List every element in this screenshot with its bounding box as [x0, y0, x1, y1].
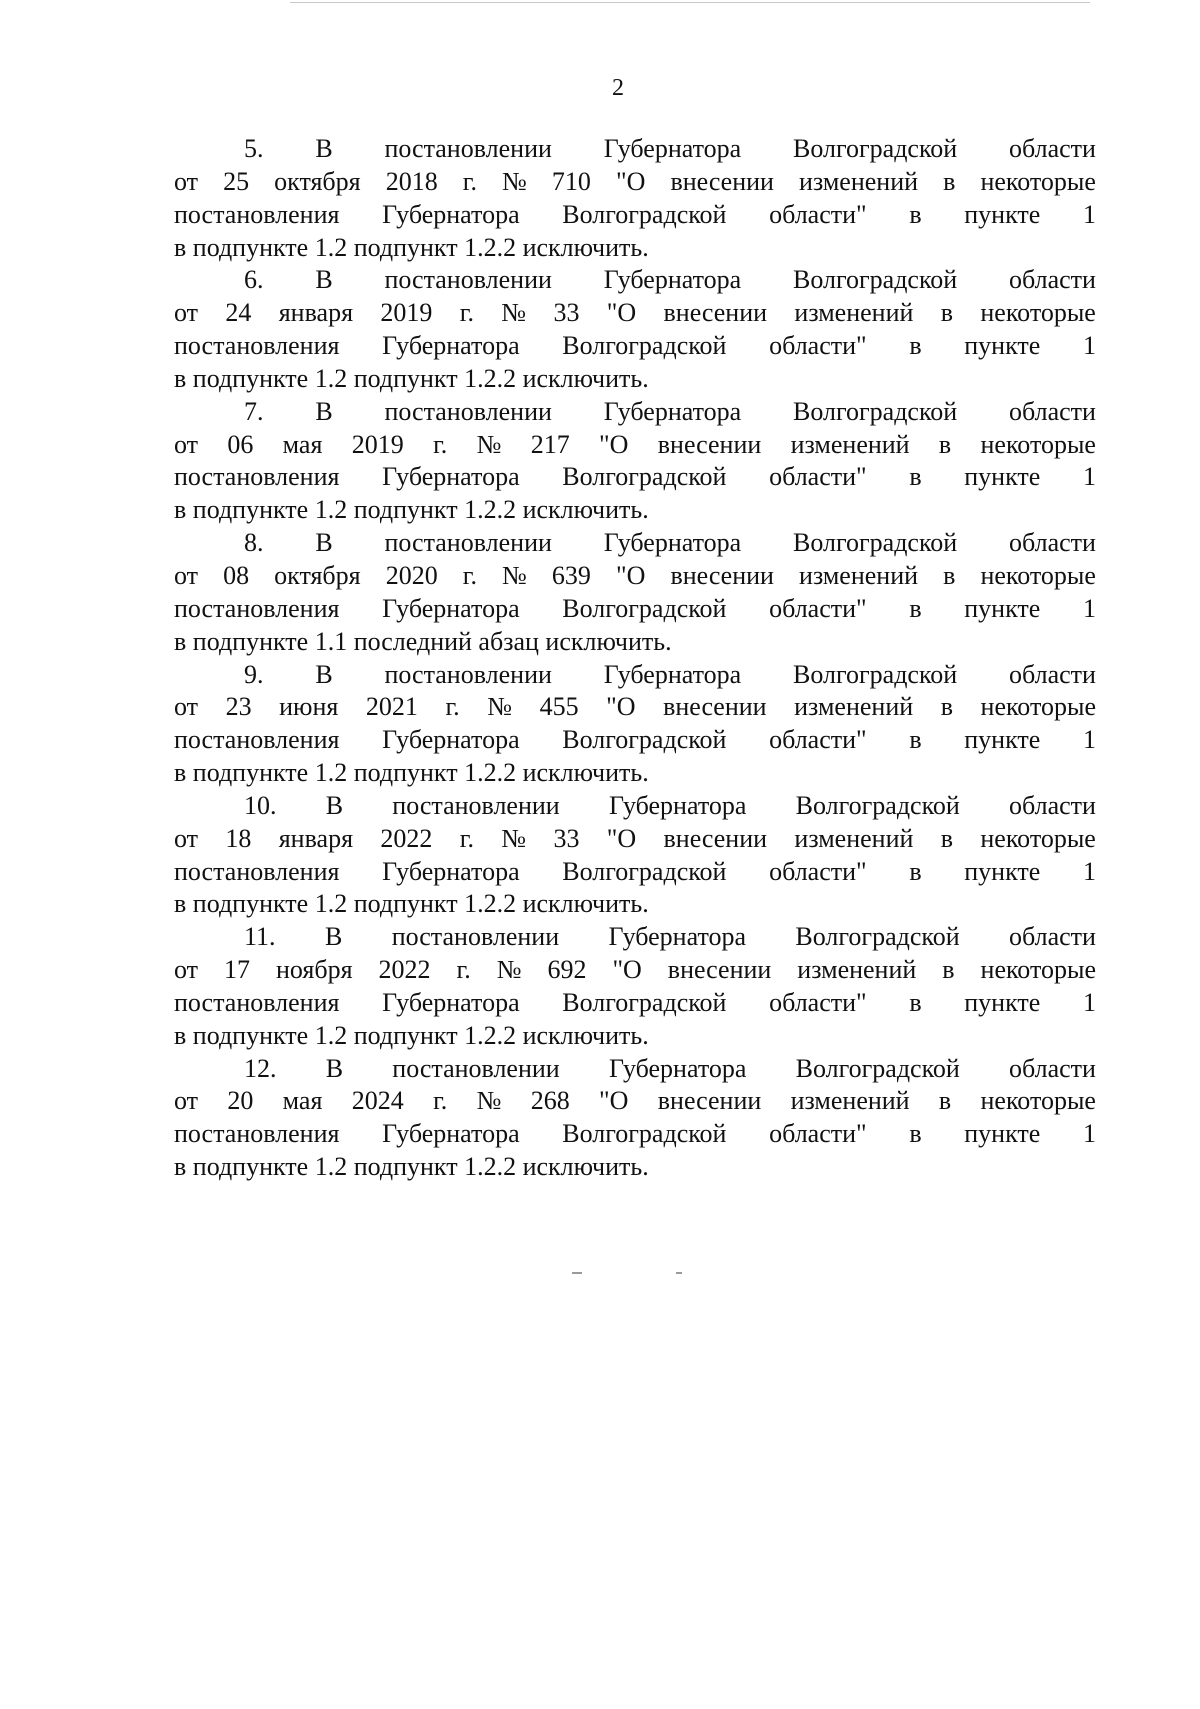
paragraph-last-line [174, 363, 1096, 396]
word: области [1009, 790, 1096, 820]
word: 2022 [378, 955, 431, 985]
word: в [909, 856, 922, 886]
word: постановлении [384, 265, 552, 295]
word: Волгоградской [562, 1119, 727, 1149]
word: пункте [964, 331, 1041, 361]
paragraph-last-line [174, 1151, 1096, 1184]
word: "О [606, 823, 637, 853]
word: 7. [244, 396, 264, 426]
word: изменений [799, 560, 919, 590]
paragraph-line [174, 790, 1096, 823]
word: г. [433, 1086, 448, 1116]
amendment-item [174, 133, 1096, 264]
word: Волгоградской [562, 987, 727, 1017]
word: в подпункте 1.2 подпункт 1.2.2 исключить. [174, 495, 649, 525]
word: изменений [799, 166, 919, 196]
paragraph-line [174, 461, 1096, 494]
paragraph-line [174, 856, 1096, 889]
word: постановления [174, 462, 340, 492]
word: 2022 [380, 823, 433, 853]
word: Волгоградской [793, 528, 958, 558]
word: № [476, 429, 502, 459]
word: некоторые [980, 429, 1096, 459]
word: 455 [539, 692, 579, 722]
amendment-item [174, 790, 1096, 921]
word: Губернатора [608, 1053, 747, 1083]
word: В [325, 1053, 344, 1083]
word: постановления [174, 331, 340, 361]
word: пункте [964, 593, 1041, 623]
word: 1 [1082, 987, 1096, 1017]
word: В [315, 396, 333, 426]
word: в [940, 692, 953, 722]
word: № [476, 1086, 502, 1116]
word: области" [769, 856, 867, 886]
word: от [174, 823, 199, 853]
word: области [1009, 396, 1096, 426]
word: области" [769, 987, 867, 1017]
word: № [502, 166, 527, 196]
paragraph-line [174, 691, 1096, 724]
word: в [909, 1119, 922, 1149]
word: в [942, 955, 955, 985]
word: внесении [670, 560, 774, 590]
word: г. [462, 560, 477, 590]
word: области [1009, 134, 1096, 163]
word: некоторые [980, 1086, 1096, 1116]
word: мая [282, 1086, 323, 1116]
page-number: 2 [612, 75, 624, 101]
word: 1 [1082, 725, 1096, 755]
word: Волгоградской [562, 199, 727, 229]
word: № [487, 692, 513, 722]
word: 1 [1082, 331, 1096, 361]
word: 1 [1082, 199, 1096, 229]
word: г. [462, 166, 477, 196]
word: постановления [174, 987, 340, 1017]
word: области" [769, 725, 867, 755]
word: 639 [551, 560, 591, 590]
word: в [909, 331, 922, 361]
word: постановления [174, 1119, 340, 1149]
word: пункте [964, 199, 1041, 229]
word: 710 [551, 166, 591, 196]
word: "О [599, 429, 629, 459]
word: г. [456, 955, 471, 985]
word: области" [769, 462, 867, 492]
word: Волгоградской [795, 1053, 960, 1083]
paragraph-line [174, 823, 1096, 856]
word: от [174, 692, 199, 722]
word: Губернатора [382, 331, 520, 361]
word: пункте [964, 1119, 1041, 1149]
word: области" [769, 1119, 867, 1149]
word: 25 [223, 166, 250, 196]
word: 217 [530, 429, 570, 459]
word: 5. [244, 134, 264, 163]
word: Губернатора [608, 790, 747, 820]
word: постановлении [392, 1053, 560, 1083]
word: июня [279, 692, 339, 722]
word: 17 [224, 955, 250, 985]
word: области" [769, 593, 867, 623]
word: постановления [174, 856, 340, 886]
word: Волгоградской [793, 265, 958, 295]
word: области [1009, 659, 1096, 689]
word: Губернатора [382, 462, 520, 492]
word: 9. [244, 659, 264, 689]
word: пункте [964, 856, 1041, 886]
word: от [174, 955, 199, 985]
word: в подпункте 1.2 подпункт 1.2.2 исключить. [174, 363, 649, 393]
paragraph-last-line [174, 232, 1096, 265]
word: № [501, 298, 527, 328]
word: 12. [244, 1053, 277, 1083]
word: 1 [1082, 593, 1096, 623]
word: 1 [1082, 856, 1096, 886]
paragraph-last-line [174, 757, 1096, 790]
word: изменений [797, 955, 917, 985]
word: от [174, 166, 199, 196]
word: некоторые [980, 560, 1096, 590]
scan-artifact [676, 1272, 682, 1274]
word: некоторые [980, 692, 1096, 722]
word: № [501, 823, 527, 853]
word: 33 [553, 823, 580, 853]
word: В [315, 659, 333, 689]
paragraph-line [174, 593, 1096, 626]
paragraph-line [174, 297, 1096, 330]
word: области [1009, 265, 1096, 295]
word: внесении [667, 955, 772, 985]
word: внесении [670, 166, 774, 196]
paragraph-line [174, 921, 1096, 954]
paragraph-line [174, 396, 1096, 429]
word: в [909, 593, 922, 623]
word: "О [606, 692, 636, 722]
word: В [324, 922, 343, 952]
word: Губернатора [382, 856, 520, 886]
word: "О [615, 560, 646, 590]
word: постановлении [384, 396, 552, 426]
amendment-item [174, 527, 1096, 658]
word: в [909, 462, 922, 492]
amendment-item [174, 1053, 1096, 1184]
word: изменений [790, 1086, 910, 1116]
word: 24 [225, 298, 252, 328]
word: в [943, 166, 956, 196]
paragraph-last-line [174, 1020, 1096, 1053]
document-body [174, 133, 1096, 1184]
word: постановлении [392, 790, 560, 820]
word: постановлении [384, 659, 552, 689]
word: Губернатора [603, 659, 742, 689]
word: 2018 [385, 166, 438, 196]
word: № [502, 560, 527, 590]
word: пункте [964, 462, 1041, 492]
paragraph-line [174, 199, 1096, 232]
word: области [1009, 528, 1096, 558]
word: некоторые [980, 166, 1096, 196]
word: января [278, 298, 354, 328]
amendment-item [174, 396, 1096, 527]
amendment-item [174, 659, 1096, 790]
word: Волгоградской [562, 462, 727, 492]
word: постановлении [384, 134, 552, 163]
word: изменений [794, 298, 914, 328]
word: "О [599, 1086, 629, 1116]
paragraph-line [174, 954, 1096, 987]
word: Губернатора [603, 265, 742, 295]
word: Губернатора [603, 396, 742, 426]
scan-top-edge [290, 2, 1090, 3]
word: Волгоградской [562, 331, 727, 361]
word: 2020 [385, 560, 438, 590]
word: от [174, 298, 199, 328]
word: некоторые [980, 955, 1096, 985]
word: постановлении [391, 922, 560, 952]
word: в [909, 987, 922, 1017]
word: Волгоградской [562, 593, 727, 623]
word: ноября [275, 955, 353, 985]
word: 692 [547, 955, 587, 985]
paragraph-line [174, 659, 1096, 692]
paragraph-line [174, 166, 1096, 199]
word: № [496, 955, 522, 985]
word: г. [445, 692, 460, 722]
word: Волгоградской [793, 659, 958, 689]
word: от [174, 429, 199, 459]
word: постановления [174, 199, 340, 229]
word: 1 [1082, 462, 1096, 492]
amendment-item [174, 264, 1096, 395]
word: г. [459, 823, 474, 853]
paragraph-line [174, 1053, 1096, 1086]
paragraph-line [174, 560, 1096, 593]
paragraph-line [174, 1085, 1096, 1118]
paragraph-last-line [174, 494, 1096, 527]
paragraph-line [174, 1118, 1096, 1151]
word: Губернатора [382, 199, 520, 229]
word: Губернатора [382, 1119, 520, 1149]
paragraph-line [174, 330, 1096, 363]
word: 33 [553, 298, 580, 328]
word: 11. [244, 922, 276, 952]
paragraph-line [174, 133, 1096, 166]
word: В [315, 528, 333, 558]
word: в [909, 725, 922, 755]
paragraph-line [174, 527, 1096, 560]
paragraph-line [174, 429, 1096, 462]
word: Волгоградской [793, 396, 958, 426]
word: Губернатора [382, 593, 520, 623]
word: 2024 [351, 1086, 404, 1116]
word: области [1009, 1053, 1096, 1083]
word: 06 [227, 429, 254, 459]
word: области [1009, 922, 1096, 952]
word: г. [459, 298, 474, 328]
word: Волгоградской [793, 134, 958, 163]
word: октября [274, 560, 361, 590]
word: мая [282, 429, 323, 459]
word: Волгоградской [562, 725, 727, 755]
word: в подпункте 1.2 подпункт 1.2.2 исключить. [174, 1020, 649, 1050]
word: в [909, 199, 922, 229]
word: "О [606, 298, 637, 328]
word: внесении [663, 823, 768, 853]
amendment-item [174, 921, 1096, 1052]
word: изменений [794, 692, 914, 722]
word: 2021 [365, 692, 418, 722]
word: в подпункте 1.2 подпункт 1.2.2 исключить. [174, 1152, 649, 1182]
word: от [174, 560, 199, 590]
word: 1 [1082, 1119, 1096, 1149]
word: 20 [227, 1086, 254, 1116]
word: в [940, 298, 954, 328]
word: 6. [244, 265, 264, 295]
word: 8. [244, 528, 264, 558]
word: в [938, 429, 952, 459]
word: некоторые [980, 298, 1096, 328]
paragraph-line [174, 264, 1096, 297]
word: Губернатора [382, 987, 520, 1017]
word: внесении [663, 298, 768, 328]
word: изменений [794, 823, 914, 853]
word: 08 [223, 560, 250, 590]
word: 10. [244, 790, 277, 820]
word: "О [612, 955, 642, 985]
paragraph-line [174, 724, 1096, 757]
word: 2019 [351, 429, 404, 459]
word: В [325, 790, 344, 820]
word: в [943, 560, 956, 590]
word: В [315, 265, 333, 295]
scan-artifact [572, 1272, 582, 1274]
word: внесении [657, 429, 762, 459]
word: области" [769, 199, 867, 229]
word: Губернатора [382, 725, 520, 755]
word: от [174, 1086, 199, 1116]
word: пункте [964, 987, 1041, 1017]
word: 2019 [380, 298, 433, 328]
word: в подпункте 1.2 подпункт 1.2.2 исключить. [174, 889, 649, 919]
word: Волгоградской [795, 790, 960, 820]
word: Волгоградской [562, 856, 727, 886]
word: 268 [530, 1086, 570, 1116]
paragraph-last-line [174, 626, 1096, 659]
word: г. [433, 429, 448, 459]
word: в [938, 1086, 952, 1116]
word: некоторые [980, 823, 1096, 853]
word: января [278, 823, 354, 853]
word: внесении [663, 692, 767, 722]
word: Губернатора [603, 528, 742, 558]
word: в подпункте 1.1 последний абзац исключить. [174, 626, 672, 656]
word: изменений [790, 429, 910, 459]
word: Губернатора [603, 134, 742, 163]
word: Волгоградской [795, 922, 960, 952]
word: постановлении [384, 528, 552, 558]
word: в подпункте 1.2 подпункт 1.2.2 исключить. [174, 232, 649, 262]
word: 23 [225, 692, 252, 722]
word: в подпункте 1.2 подпункт 1.2.2 исключить. [174, 758, 649, 788]
word: Губернатора [608, 922, 747, 952]
word: в [940, 823, 954, 853]
word: октября [274, 166, 361, 196]
word: постановления [174, 593, 340, 623]
word: постановления [174, 725, 340, 755]
word: В [315, 134, 333, 163]
word: пункте [964, 725, 1041, 755]
word: внесении [657, 1086, 762, 1116]
word: области" [769, 331, 867, 361]
paragraph-line [174, 987, 1096, 1020]
word: 18 [225, 823, 252, 853]
word: "О [615, 166, 646, 196]
paragraph-last-line [174, 888, 1096, 921]
